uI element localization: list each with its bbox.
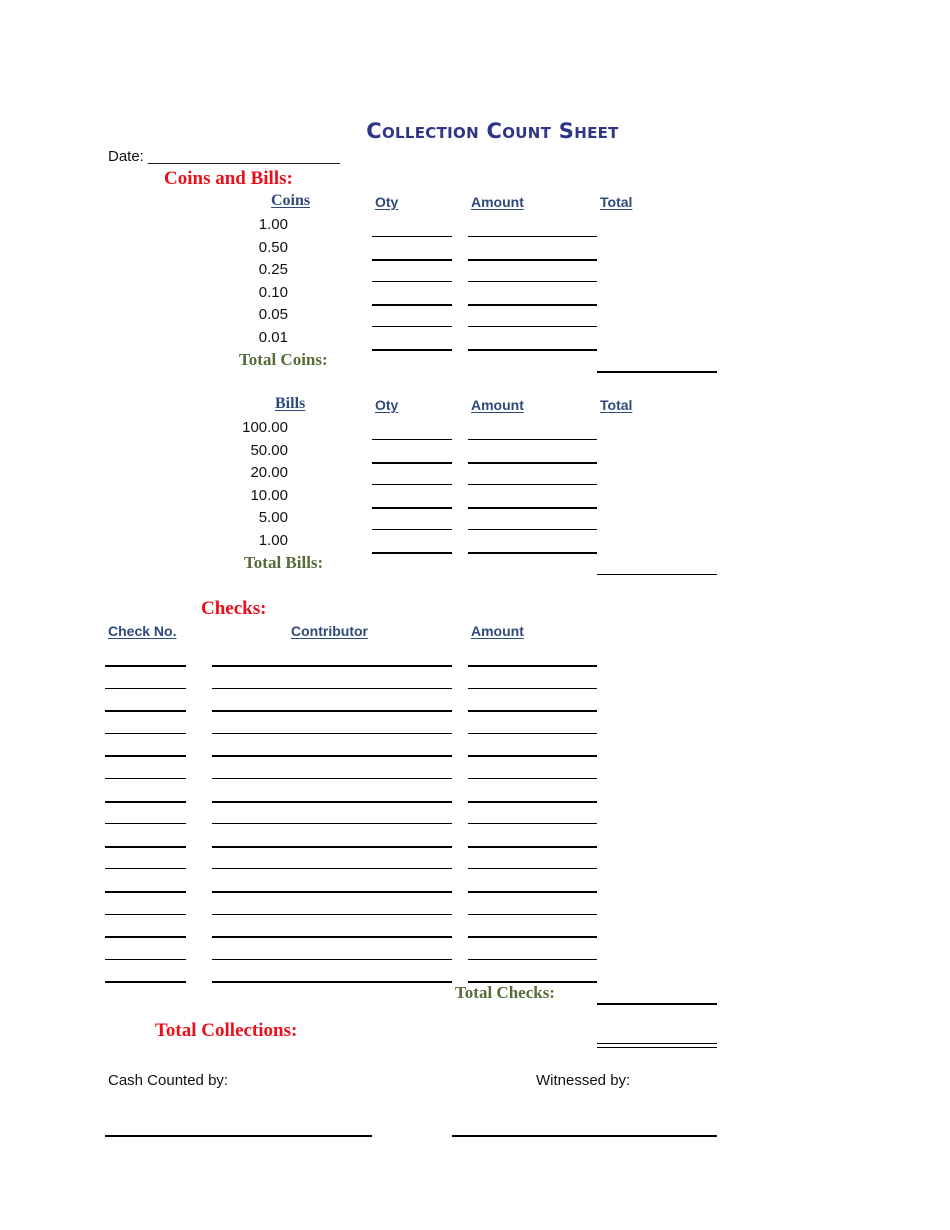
cash-counted-by-label: Cash Counted by:	[108, 1072, 229, 1089]
check-no-entry-line[interactable]	[105, 755, 186, 757]
amount-entry-line[interactable]	[468, 507, 597, 509]
denomination-label: 0.10	[258, 283, 288, 301]
denomination-label: 0.05	[258, 306, 288, 324]
contributor-header: Contributor	[291, 623, 368, 639]
witnessed-by-signature-line[interactable]	[452, 1135, 717, 1137]
qty-entry-line[interactable]	[372, 349, 452, 351]
amount-entry-line[interactable]	[468, 552, 597, 554]
denomination-label: 1.00	[258, 532, 288, 549]
amount-entry-line[interactable]	[468, 259, 597, 261]
check-no-header: Check No.	[108, 623, 177, 639]
total-checks-line[interactable]	[597, 1003, 717, 1005]
contributor-entry-line[interactable]	[212, 981, 452, 983]
check-amount-entry-line[interactable]	[468, 868, 597, 869]
qty-entry-line[interactable]	[372, 281, 452, 282]
contributor-entry-line[interactable]	[212, 710, 452, 712]
counted-by-signature-line[interactable]	[105, 1135, 372, 1137]
qty-entry-line[interactable]	[372, 484, 452, 485]
contributor-entry-line[interactable]	[212, 936, 452, 938]
check-no-entry-line[interactable]	[105, 733, 186, 734]
check-no-entry-line[interactable]	[105, 665, 186, 667]
coins-and-bills-heading: Coins and Bills:	[164, 168, 293, 189]
check-amount-entry-line[interactable]	[468, 914, 597, 915]
check-no-entry-line[interactable]	[105, 891, 186, 893]
check-no-entry-line[interactable]	[105, 778, 186, 779]
check-amount-entry-line[interactable]	[468, 665, 597, 667]
check-amount-entry-line[interactable]	[468, 959, 597, 960]
amount-entry-line[interactable]	[468, 439, 597, 440]
coins-amount-header: Amount	[471, 194, 524, 210]
check-amount-header: Amount	[471, 623, 524, 639]
bills-amount-header: Amount	[471, 397, 524, 413]
page-title: Collection Count Sheet	[366, 119, 619, 143]
check-no-entry-line[interactable]	[105, 801, 186, 803]
bills-column-header: Bills	[275, 395, 306, 412]
check-no-entry-line[interactable]	[105, 688, 186, 689]
denomination-label: 50.00	[250, 441, 288, 459]
check-amount-entry-line[interactable]	[468, 688, 597, 689]
denomination-label: 0.01	[258, 329, 288, 346]
contributor-entry-line[interactable]	[212, 868, 452, 869]
denomination-label: 10.00	[250, 486, 288, 504]
contributor-entry-line[interactable]	[212, 823, 452, 824]
total-coins-line[interactable]	[597, 371, 717, 373]
check-no-entry-line[interactable]	[105, 823, 186, 824]
check-amount-entry-line[interactable]	[468, 936, 597, 938]
qty-entry-line[interactable]	[372, 236, 452, 237]
denomination-label: 1.00	[258, 216, 288, 233]
contributor-entry-line[interactable]	[212, 733, 452, 734]
check-amount-entry-line[interactable]	[468, 801, 597, 803]
denomination-label: 0.25	[258, 261, 288, 279]
qty-entry-line[interactable]	[372, 304, 452, 306]
check-amount-entry-line[interactable]	[468, 755, 597, 757]
check-no-entry-line[interactable]	[105, 846, 186, 848]
denomination-label: 100.00	[242, 419, 288, 436]
check-no-entry-line[interactable]	[105, 868, 186, 869]
contributor-entry-line[interactable]	[212, 778, 452, 779]
qty-entry-line[interactable]	[372, 259, 452, 261]
bills-qty-header: Oty	[375, 397, 399, 413]
check-amount-entry-line[interactable]	[468, 846, 597, 848]
denomination-label: 20.00	[250, 464, 288, 482]
amount-entry-line[interactable]	[468, 326, 597, 327]
total-coins-label: Total Coins:	[239, 350, 328, 369]
check-no-entry-line[interactable]	[105, 710, 186, 712]
contributor-entry-line[interactable]	[212, 801, 452, 803]
qty-entry-line[interactable]	[372, 439, 452, 440]
contributor-entry-line[interactable]	[212, 891, 452, 893]
coins-qty-header: Oty	[375, 194, 399, 210]
check-amount-entry-line[interactable]	[468, 891, 597, 893]
coins-total-header: Total	[600, 194, 633, 210]
qty-entry-line[interactable]	[372, 529, 452, 530]
total-collections-label: Total Collections:	[155, 1020, 298, 1041]
checks-heading: Checks:	[201, 598, 267, 619]
check-no-entry-line[interactable]	[105, 959, 186, 960]
denomination-label: 5.00	[258, 509, 288, 527]
check-no-entry-line[interactable]	[105, 981, 186, 983]
total-collections-line[interactable]	[597, 1043, 717, 1048]
amount-entry-line[interactable]	[468, 462, 597, 464]
contributor-entry-line[interactable]	[212, 959, 452, 960]
check-amount-entry-line[interactable]	[468, 710, 597, 712]
coins-column-header: Coins	[271, 192, 311, 209]
amount-entry-line[interactable]	[468, 236, 597, 237]
check-amount-entry-line[interactable]	[468, 823, 597, 824]
check-amount-entry-line[interactable]	[468, 733, 597, 734]
date-field[interactable]: Date: _______________________	[108, 148, 340, 165]
amount-entry-line[interactable]	[468, 281, 597, 282]
qty-entry-line[interactable]	[372, 326, 452, 327]
amount-entry-line[interactable]	[468, 529, 597, 530]
check-no-entry-line[interactable]	[105, 936, 186, 938]
denomination-label: 0.50	[258, 238, 288, 256]
qty-entry-line[interactable]	[372, 507, 452, 509]
check-no-entry-line[interactable]	[105, 914, 186, 915]
contributor-entry-line[interactable]	[212, 914, 452, 915]
amount-entry-line[interactable]	[468, 484, 597, 485]
contributor-entry-line[interactable]	[212, 755, 452, 757]
contributor-entry-line[interactable]	[212, 846, 452, 848]
total-bills-line[interactable]	[597, 574, 717, 575]
amount-entry-line[interactable]	[468, 349, 597, 351]
qty-entry-line[interactable]	[372, 552, 452, 554]
qty-entry-line[interactable]	[372, 462, 452, 464]
contributor-entry-line[interactable]	[212, 688, 452, 689]
total-checks-label: Total Checks:	[455, 983, 555, 1002]
contributor-entry-line[interactable]	[212, 665, 452, 667]
check-amount-entry-line[interactable]	[468, 778, 597, 779]
total-bills-label: Total Bills:	[244, 553, 324, 572]
bills-total-header: Total	[600, 397, 633, 413]
witnessed-by-label: Witnessed by:	[536, 1072, 631, 1089]
amount-entry-line[interactable]	[468, 304, 597, 306]
